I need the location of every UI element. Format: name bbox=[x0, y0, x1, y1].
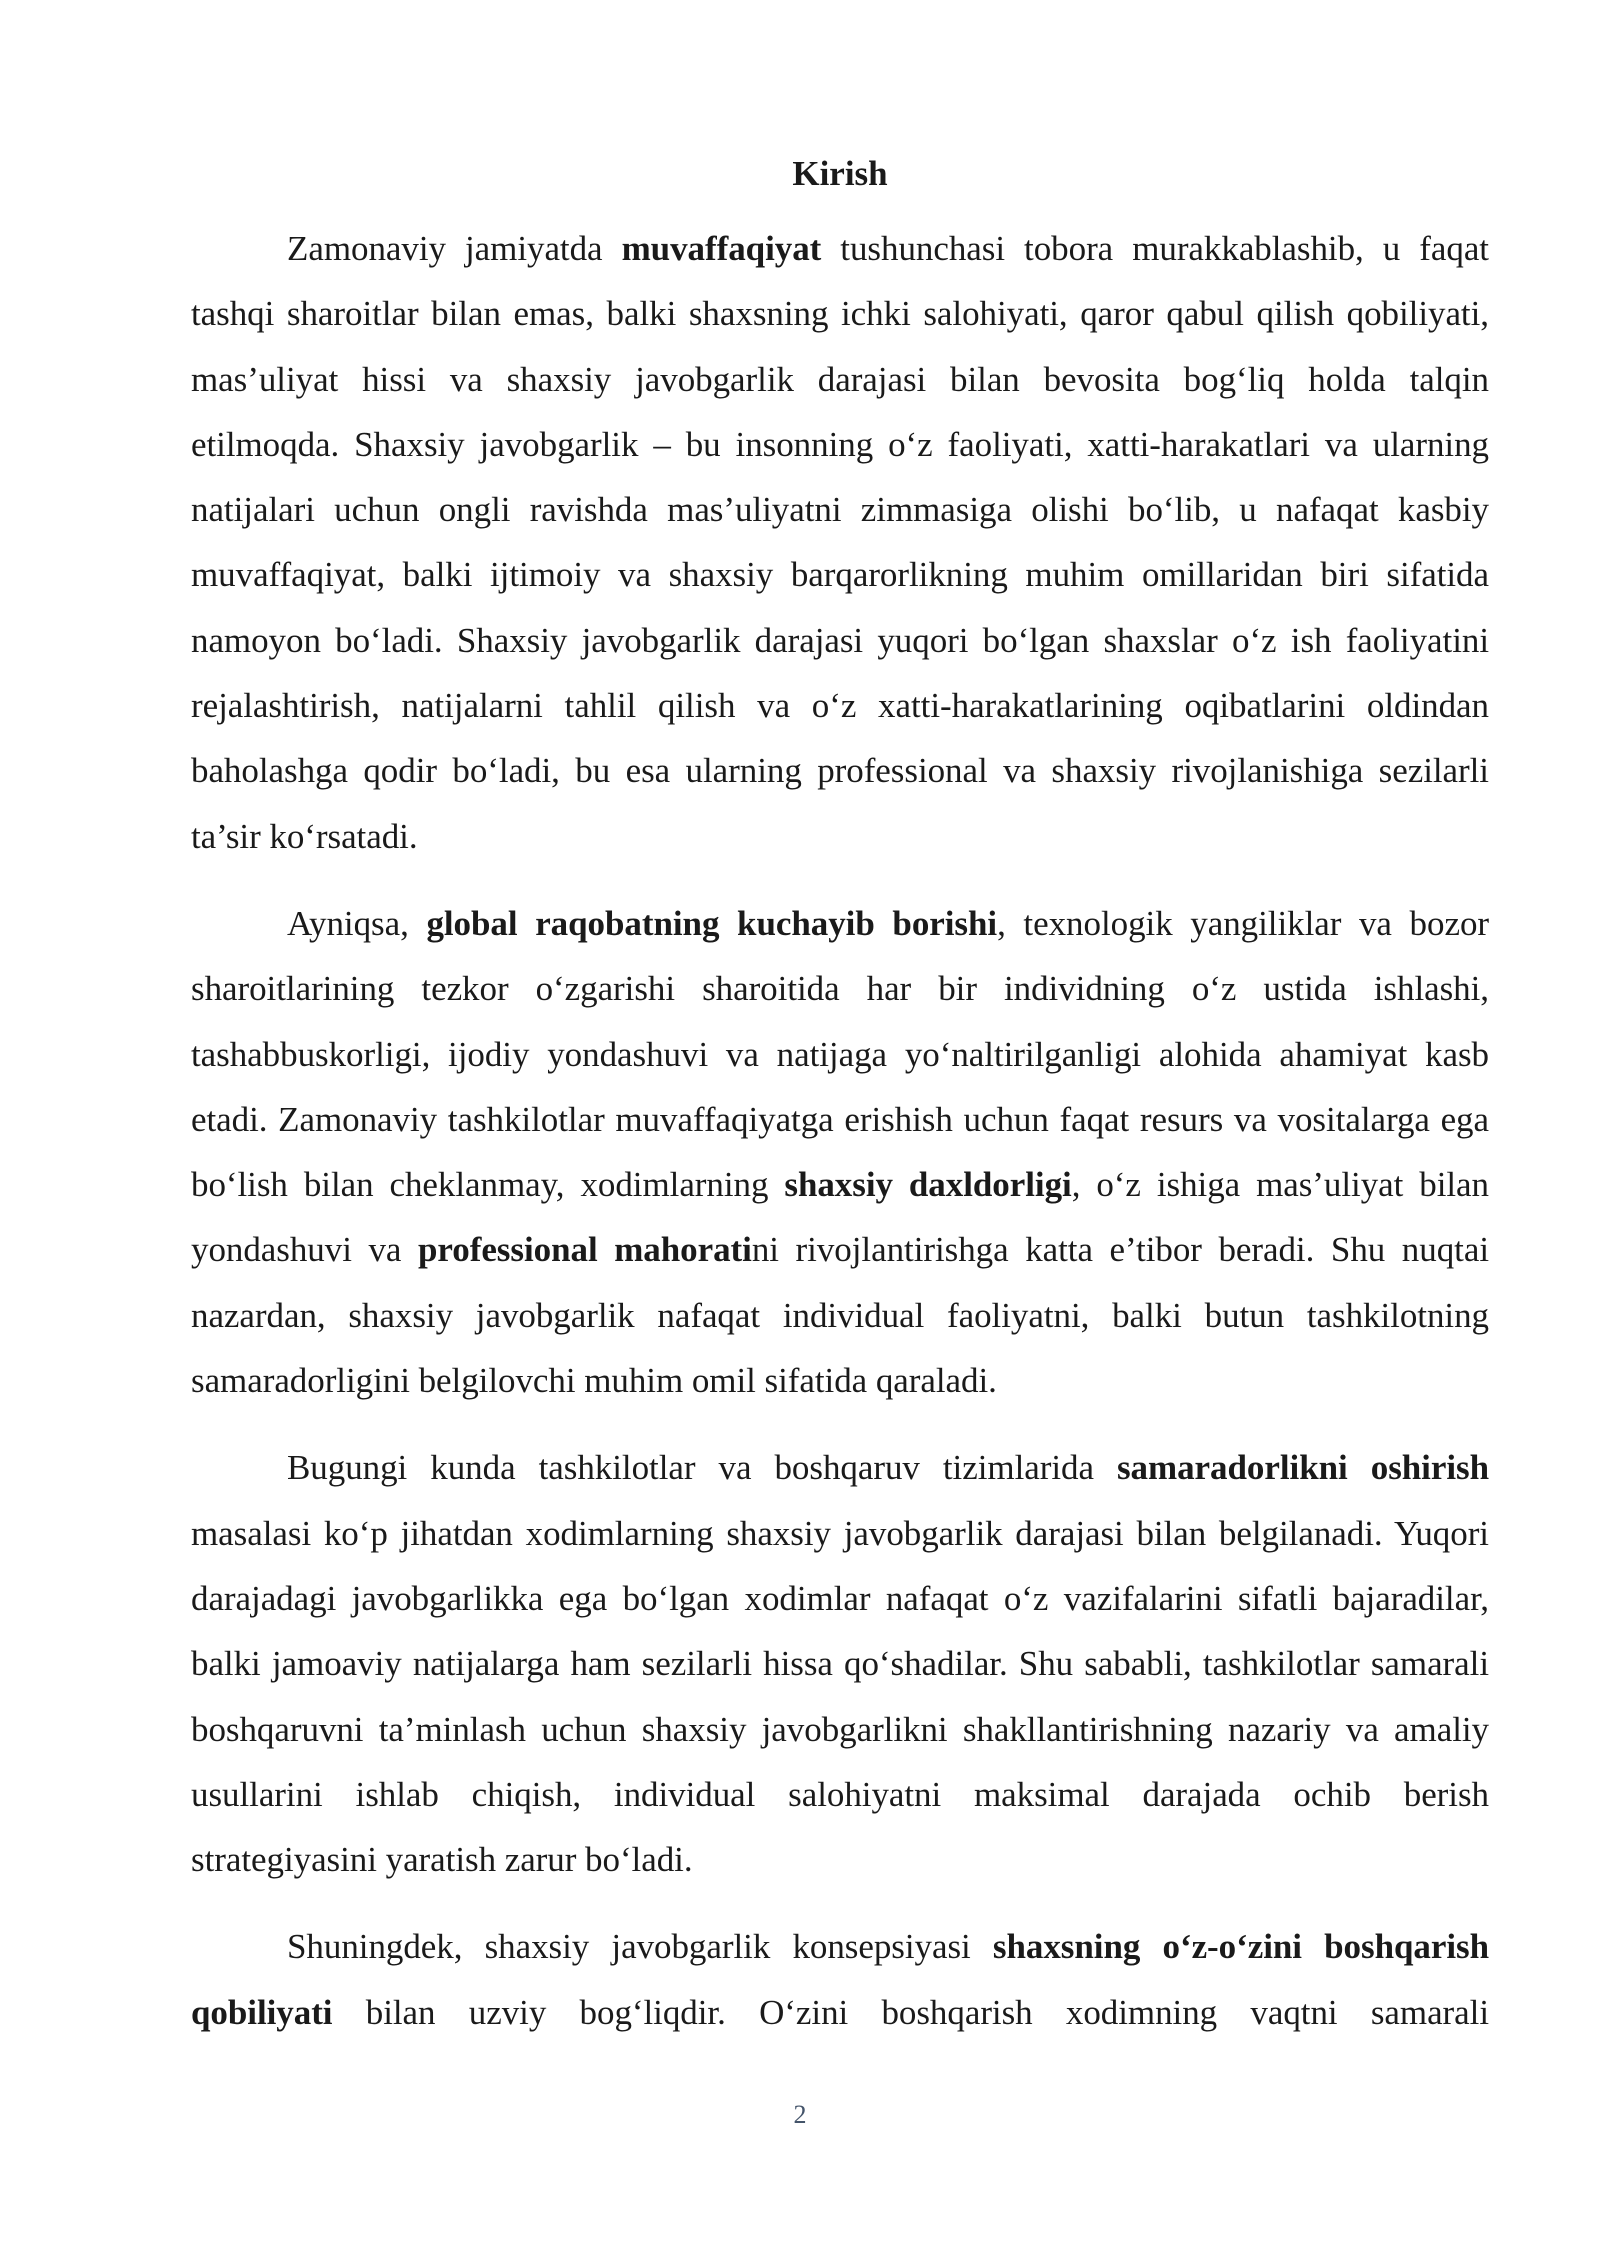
paragraph-text: , o‘z ishiga mas’uliyat bilan yondashuvi va bbox=[191, 1165, 1489, 1270]
paragraph-text: ni rivojlantirishga katta e’tibor beradi. Shu nuqtai nazardan, shaxsiy javobgarlik nafaqat individual faoliyatni, balki butun tashkilotning samaradorligini belgilovchi muhim omil sifatida qaraladi. bbox=[191, 1230, 1489, 1401]
paragraph-text: , texnologik yangiliklar va bozor sharoitlarining tezkor o‘zgarishi sharoitida har bir individning o‘z ustida ishlashi, tashabbuskorligi, ijodiy yondashuvi va natijaga yo‘naltirilganligi alohida ahamiyat kasb etadi. Zamonaviy tashkilotlar muvaffaqiyatga erishish uchun faqat resurs va vositalarga ega bo‘lish bilan cheklanmay, xodimlarning bbox=[191, 903, 1489, 1205]
bold-term: professional mahorati bbox=[418, 1230, 752, 1270]
bold-term: global raqobatning kuchayib borishi bbox=[426, 903, 998, 943]
paragraph-1 bbox=[191, 216, 1489, 869]
bold-term: shaxsning o‘z-o‘zini boshqarish qobiliyati bbox=[191, 1927, 1489, 2032]
page-content bbox=[191, 148, 1489, 2067]
bold-term: samaradorlikni oshirish bbox=[1116, 1448, 1489, 1488]
paragraph-text: Bugungi kunda tashkilotlar va boshqaruv tizimlarida bbox=[287, 1448, 1117, 1488]
bold-term: muvaffaqiyat bbox=[621, 229, 822, 268]
paragraph-text: Zamonaviy jamiyatda bbox=[287, 229, 622, 268]
bold-term: shaxsiy daxldorligi bbox=[784, 1165, 1072, 1205]
paragraph-text: tushunchasi tobora murakkablashib, u faqat tashqi sharoitlar bilan emas, balki shaxsning ichki salohiyati, qaror qabul qilish qobiliyati, mas’uliyat hissi va shaxsiy javobgarlik darajasi bilan bevosita bog‘liq holda talqin etilmoqda. Shaxsiy javobgarlik – bu insonning o‘z faoliyati, xatti-harakatlari va ularning natijalari uchun ongli ravishda mas’uliyatni zimmasiga olishi bo‘lib, u nafaqat kasbiy muvaffaqiyat, balki ijtimoiy va shaxsiy barqarorlikning muhim omillaridan biri sifatida namoyon bo‘ladi. Shaxsiy javobgarlik darajasi yuqori bo‘lgan shaxslar o‘z ish faoliyatini rejalashtirish, natijalarni tahlil qilish va o‘z xatti-harakatlarining oqibatlarini oldindan baholashga qodir bo‘ladi, bu esa ularning professional va shaxsiy rivojlanishiga sezilarli ta’sir ko‘rsatadi. bbox=[191, 229, 1489, 856]
paragraph-text: Shuningdek, shaxsiy javobgarlik konsepsiyasi bbox=[287, 1927, 993, 1967]
paragraph-2 bbox=[191, 891, 1489, 1413]
paragraph-3 bbox=[191, 1435, 1489, 1892]
paragraph-text: Ayniqsa, bbox=[287, 903, 427, 943]
paragraph-text: bilan uzviy bog‘liqdir. O‘zini boshqarish xodimning vaqtni samarali bbox=[332, 1992, 1489, 2032]
paragraph-text: masalasi ko‘p jihatdan xodimlarning shaxsiy javobgarlik darajasi bilan belgilanadi. Yuqori darajadagi javobgarlikka ega bo‘lgan xodimlar nafaqat o‘z vazifalarini sifatli bajaradilar, balki jamoaviy natijalarga ham sezilarli hissa qo‘shadilar. Shu sababli, tashkilotlar samarali boshqaruvni ta’minlash uchun shaxsiy javobgarlikni shakllantirishning nazariy va amaliy usullarini ishlab chiqish, individual salohiyatni maksimal darajada ochib berish strategiyasini yaratish zarur bo‘ladi. bbox=[191, 1513, 1489, 1880]
page-number: 2 bbox=[793, 2100, 807, 2129]
section-title: Kirish bbox=[792, 154, 888, 193]
paragraph-4 bbox=[191, 1914, 1489, 2045]
